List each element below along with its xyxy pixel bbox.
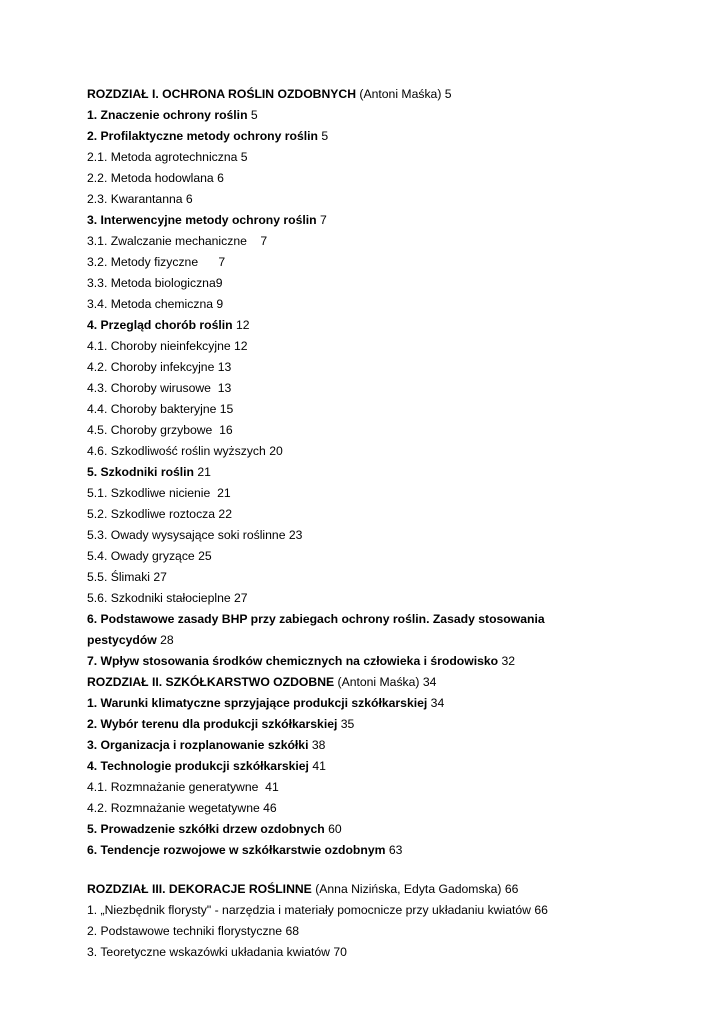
toc-line-text: 5.6. Szkodniki stałocieplne 27 [87,591,248,605]
toc-line-text: (Antoni Maśka) 34 [334,675,437,689]
toc-line [87,900,707,921]
toc-line [87,504,707,525]
toc-line-bold: 2. Profilaktyczne metody ochrony roślin [87,129,318,143]
toc-line [87,105,707,126]
toc-line [87,630,707,651]
toc-line-text: 3.2. Metody fizyczne 7 [87,255,226,269]
toc-line-text: 7 [316,213,327,227]
toc-line [87,336,707,357]
toc-line-bold: 6. Podstawowe zasady BHP przy zabiegach ochrony roślin. Zasady stosowania [87,612,545,626]
toc-line [87,441,707,462]
toc-line-text: 41 [308,759,326,773]
toc-line-text: 28 [156,633,174,647]
toc-line [87,315,707,336]
toc-line-text: 5 [247,108,258,122]
toc-line-text: 2. Podstawowe techniki florystyczne 68 [87,924,300,938]
toc-line-text: 5 [317,129,329,143]
toc-line [87,231,707,252]
toc-line [87,168,707,189]
toc-line [87,798,707,819]
toc-line [87,252,707,273]
toc-line-text: 4.2. Choroby infekcyjne 13 [87,360,232,374]
toc-line-text: 2.2. Metoda hodowlana 6 [87,171,224,185]
toc-line-bold: 1. Znaczenie ochrony roślin [87,108,248,122]
toc-line [87,126,707,147]
toc-line-text: 5.4. Owady gryzące 25 [87,549,212,563]
toc-line-text: 5.1. Szkodliwe nicienie 21 [87,486,231,500]
toc-line-text: 3. Teoretyczne wskazówki układania kwiatów 70 [87,945,347,959]
toc-line [87,294,707,315]
toc-line [87,777,707,798]
toc-line-text: 4.5. Choroby grzybowe 16 [87,423,233,437]
toc-line [87,921,707,942]
toc-line [87,588,707,609]
toc-line-text: 1. „Niezbędnik florysty" - narzędzia i materiały pomocnicze przy układaniu kwiatów 66 [87,903,548,917]
toc-line-bold: 5. Prowadzenie szkółki drzew ozdobnych [87,822,325,836]
toc-line [87,756,707,777]
toc-line-text: 60 [324,822,342,836]
toc-line [87,483,707,504]
toc-line-text: 3.3. Metoda biologiczna9 [87,276,223,290]
toc-line-text: 3.1. Zwalczanie mechaniczne 7 [87,234,268,248]
toc-line-bold: 3. Interwencyjne metody ochrony roślin [87,213,317,227]
toc-line [87,84,707,105]
toc-line-text: 4.6. Szkodliwość roślin wyższych 20 [87,444,283,458]
toc-line-text: 2.1. Metoda agrotechniczna 5 [87,150,248,164]
toc-line-bold: 4. Przegląd chorób roślin [87,318,233,332]
toc-line [87,942,707,963]
toc-line-bold: 1. Warunki klimatyczne sprzyjające produkcji szkółkarskiej [87,696,428,710]
toc-line [87,357,707,378]
toc-line [87,735,707,756]
toc-line [87,714,707,735]
toc-line [87,525,707,546]
toc-line [87,420,707,441]
toc-line [87,693,707,714]
toc-line [87,840,707,861]
toc-line-text: 35 [337,717,355,731]
toc-line-bold: 4. Technologie produkcji szkółkarskiej [87,759,309,773]
toc-line-bold: pestycydów [87,633,157,647]
toc-line [87,210,707,231]
toc-line-text: 12 [232,318,250,332]
toc-line [87,189,707,210]
toc-line-text: 32 [498,654,516,668]
toc-line-text: 4.2. Rozmnażanie wegetatywne 46 [87,801,277,815]
toc-line-bold: 5. Szkodniki roślin [87,465,195,479]
toc-line-text: 38 [308,738,326,752]
toc-line [87,462,707,483]
toc-line [87,546,707,567]
toc-line-bold: ROZDZIAŁ III. DEKORACJE ROŚLINNE [87,882,312,896]
toc-line-text: 21 [194,465,211,479]
toc-line-text: 4.4. Choroby bakteryjne 15 [87,402,234,416]
toc-line [87,879,707,900]
toc-line [87,273,707,294]
toc-line-text: 4.1. Choroby nieinfekcyjne 12 [87,339,248,353]
toc-line-bold: 2. Wybór terenu dla produkcji szkółkarskiej [87,717,338,731]
toc-line [87,672,707,693]
toc-line-text: (Anna Nizińska, Edyta Gadomska) 66 [311,882,519,896]
toc-line-text: 63 [385,843,403,857]
toc-line [87,399,707,420]
toc-line [87,147,707,168]
toc-line [87,819,707,840]
toc-line [87,651,707,672]
toc-line-bold: ROZDZIAŁ I. OCHRONA ROŚLIN OZDOBNYCH [87,87,357,101]
toc-line [87,567,707,588]
toc-line [87,609,707,630]
toc-line-text: 3.4. Metoda chemiczna 9 [87,297,224,311]
toc-line [87,378,707,399]
toc-line-text: 34 [427,696,445,710]
toc-line-text: 4.1. Rozmnażanie generatywne 41 [87,780,279,794]
toc-line-bold: 6. Tendencje rozwojowe w szkółkarstwie ozdobnym [87,843,386,857]
table-of-contents [87,84,707,963]
toc-line-text: 2.3. Kwarantanna 6 [87,192,193,206]
toc-line-text: 5.5. Ślimaki 27 [87,570,167,584]
toc-line-bold: 7. Wpływ stosowania środków chemicznych na człowieka i środowisko [87,654,499,668]
toc-line-text: 5.2. Szkodliwe roztocza 22 [87,507,232,521]
toc-line-bold: ROZDZIAŁ II. SZKÓŁKARSTWO OZDOBNE [87,675,335,689]
toc-line-bold: 3. Organizacja i rozplanowanie szkółki [87,738,309,752]
toc-line-text: (Antoni Maśka) 5 [356,87,452,101]
toc-line-text: 4.3. Choroby wirusowe 13 [87,381,232,395]
toc-line-text: 5.3. Owady wysysające soki roślinne 23 [87,528,303,542]
